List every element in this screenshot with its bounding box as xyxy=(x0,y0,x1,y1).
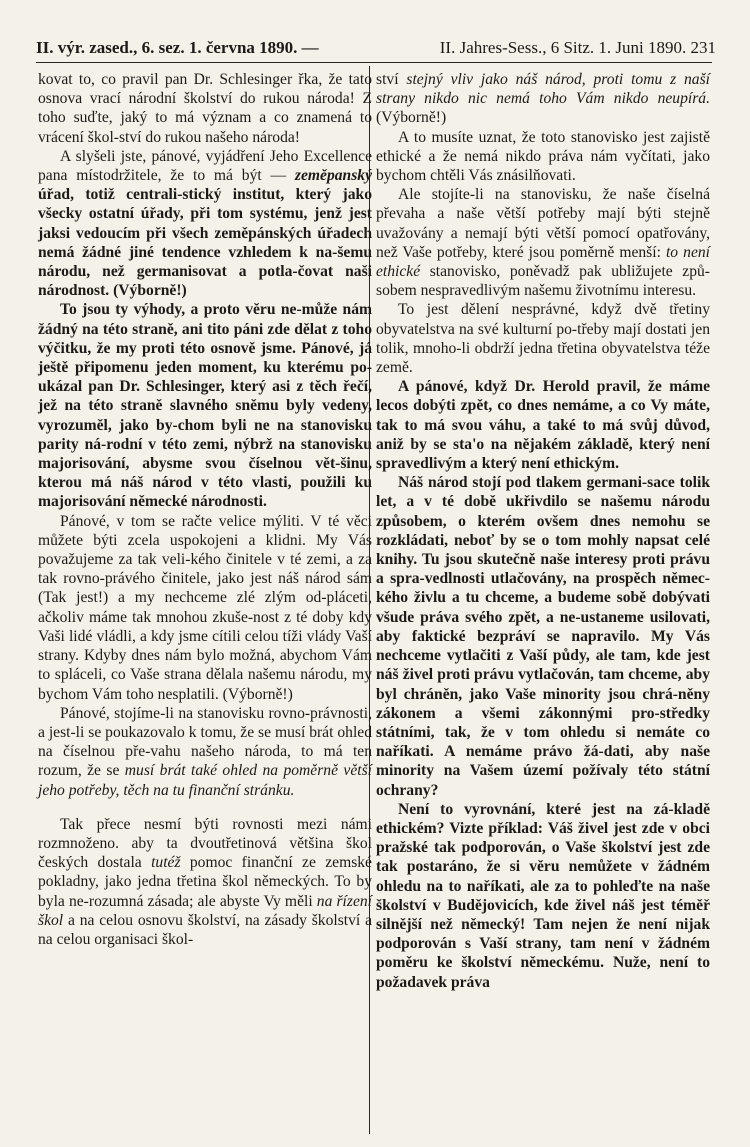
left-column xyxy=(38,70,372,949)
text-run: A slyšeli jste, pánové, vyjádření Jeho Excellence pana místodržitele, že to má být — xyxy=(38,147,372,185)
text-run: a na celou osnovu školství, na zásady školství a na celou organisaci škol- xyxy=(38,911,372,948)
header-right: II. Jahres-Sess., 6 Sitz. 1. Juni 1890. 231 xyxy=(439,38,716,57)
paragraph xyxy=(376,377,710,473)
text-run: A pánové, když Dr. Herold pravil, že máme lecos dobýti zpět, co dnes nemáme, a co Vy máte, tak to má svou váhu, a také to má svůj důvod, aniž by se sta'o na nějakém základě, který není spravedlivým a který není ethickým. xyxy=(376,378,710,473)
paragraph xyxy=(376,70,710,128)
paragraph xyxy=(376,185,710,300)
text-run: To jest dělení nesprávné, když dvě třetiny obyvatelstva na své kulturní po-třeby mají dostati jen tolik, mnoho-li obdrží jedna třetina obyvatelstva téže země. xyxy=(376,301,710,377)
paragraph-spacer xyxy=(38,800,372,815)
text-run: Ale stojíte-li na stanovisku, že naše číselná převaha a naše větší potřeby mají býti stejně uvažovány a nemají býti větší pomocí opatřovány, než Vaše potřeby, které jsou poměrně menší: xyxy=(376,186,710,261)
paragraph xyxy=(38,147,372,301)
paragraph xyxy=(38,70,372,147)
text-run: To jsou ty výhody, a proto věru ne-může nám žádný na této straně, ani tito páni zde dělat z toho výčitku, že my proti této osnově jsme. Pánové, já ještě připomenu jeden moment, ku kterému po-ukázal pan Dr. Schlesinger, který asi z těch řečí, jež na této straně slavného sněmu byly vedeny, vyrozuměl, jako by-chom byli ne na stanovisku parity ná-rodní v této zemi, nýbrž na stanovisku majorisování, abysme svou číselnou vět-šinu, kterou má náš národ v této vlasti, použili ku majorisování německé národnosti. xyxy=(38,301,372,511)
text-run: kovat to, co pravil pan Dr. Schlesinger řka, že tato osnova vrací národní školství do rukou národa! Z toho suďte, jaký to má význam a co znamená to vrácení škol-ství do rukou našeho národa! xyxy=(38,71,372,146)
text-run: ství xyxy=(376,71,407,88)
text-run: Tak přece nesmí býti rovnosti mezi námi rozmnoženo. aby ta dvoutřetinová většina škol českých dostala xyxy=(38,815,372,872)
text-run: (Výborně!) xyxy=(376,109,447,127)
paragraph xyxy=(376,300,710,377)
text-run: stanovisko, poněvadž pak ubližujete způ-sobem nespravedlivým našemu životnímu interesu. xyxy=(376,263,710,300)
text-run: Pánové, v tom se račte velice mýliti. V té věci můžete býti zcela uspokojeni a klidni. My Vás považujeme za tak veli-kého činitele v té zemi, a za tak rovno-právého činitele, jako jest náš národ sám (Tak jest!) a my nechceme zlé zlým od-pláceti, ačkoliv máme tak mnohou zkuše-nost z té doby kdy Vaši lidé vládli, a kdy jsme cítili celou tíži vlády Vaší strany. Kdyby dnes nám bylo možná, abychom Vám to spláceli, co Vaše strana dělala našemu národu, my bychom Vám toho nesplatili. (Výborně!) xyxy=(38,512,372,703)
paragraph xyxy=(376,800,710,992)
text-run: tutéž xyxy=(151,854,181,872)
paragraph xyxy=(38,300,372,511)
text-run: na řízení škol xyxy=(38,892,372,929)
text-run: pomoc finanční ze zemské pokladny, jako jedna třetina škol německých. To by byla ne-rozumná zásada; ale abyste Vy měli xyxy=(38,854,372,910)
text-run: to není ethické xyxy=(376,243,710,281)
text-run: úřad, totiž centrali-stický institut, který jako všecky ostatní úřady, při tom systému, jenž jest jaksi vedoucím při všech zeměpánských úřadech nemá žádné jiné tendence vzhledem k na-šemu národu, než germanisovat a potla-čovat naši národnost. (Výborně!) xyxy=(38,186,372,300)
right-column xyxy=(376,70,710,992)
text-run: stejný vliv jako náš národ, proti tomu z naší strany nikdo nic nemá toho Vám nikdo neupírá. xyxy=(376,71,710,108)
paragraph xyxy=(376,473,710,799)
paragraph xyxy=(376,128,710,186)
text-run: Není to vyrovnání, které jest na zá-kladě ethickém? Vizte příklad: Váš živel jest zde v obci pražské tak podporován, o Vaše školství jest zde tak postaráno, že si věru nemůžete v žádném ohledu na to naříkati, ale za to pohleďte na naše školství v Budějovicích, kde živel náš jest téměř silnější než německý! Tam nejen že není nijak podporován s Vaší strany, tam není v žádném poměru ke školství německému. Nuže, není to požadavek práva xyxy=(376,800,710,991)
page-header xyxy=(36,38,716,58)
header-rule xyxy=(36,62,712,63)
text-run: Pánové, stojíme-li na stanovisku rovno-právnosti, a jest-li se poukazovalo k tomu, že se musí brát ohled na číselnou pře-vahu našeho národa, to má ten rozum, že se xyxy=(38,704,372,780)
text-run: Náš národ stojí pod tlakem germani-sace tolik let, a v té době ukřivdilo se našemu národu způsobem, o kterém ovšem dnes nemohu se rozkládati, neboť by se o tom mohly napsat celé knihy. Tu jsou skutečně naše interesy proti právu a spra-vedlnosti utlačovány, na prospěch němec-kého živlu a tu chceme, a budeme sobě dobývati všude práva svého zpět, a ne-ustaneme usilovati, aby faktické bezpráví se napravilo. My Vás nechceme vytlačiti z Vaší půdy, ale tam, kde jest náš živel proti právu vytlačován, tam chceme, aby byl chráněn, jako Vaše minority jsou chrá-něny zákonem a všemi zákonnými pro-středky státními, tak, že v tom ohledu si nemáte co naříkati. A nemáme právo žá-dati, aby naše minority na Vašem území požívaly této státní ochrany? xyxy=(376,474,710,799)
text-run: A to musíte uznat, že toto stanovisko jest zajistě ethické a že nemá nikdo práva nám vyčítati, jako bychom chtěli Vás znásilňovati. xyxy=(376,128,710,185)
paragraph xyxy=(38,815,372,949)
paragraph xyxy=(38,512,372,704)
text-run: musí brát také ohled na poměrně větší jeho potřeby, těch na tu finanční stránku. xyxy=(38,762,372,799)
text-run: zeměpanský xyxy=(294,167,372,185)
header-left: II. výr. zased., 6. sez. 1. června 1890. — xyxy=(36,38,319,57)
paragraph xyxy=(38,704,372,800)
